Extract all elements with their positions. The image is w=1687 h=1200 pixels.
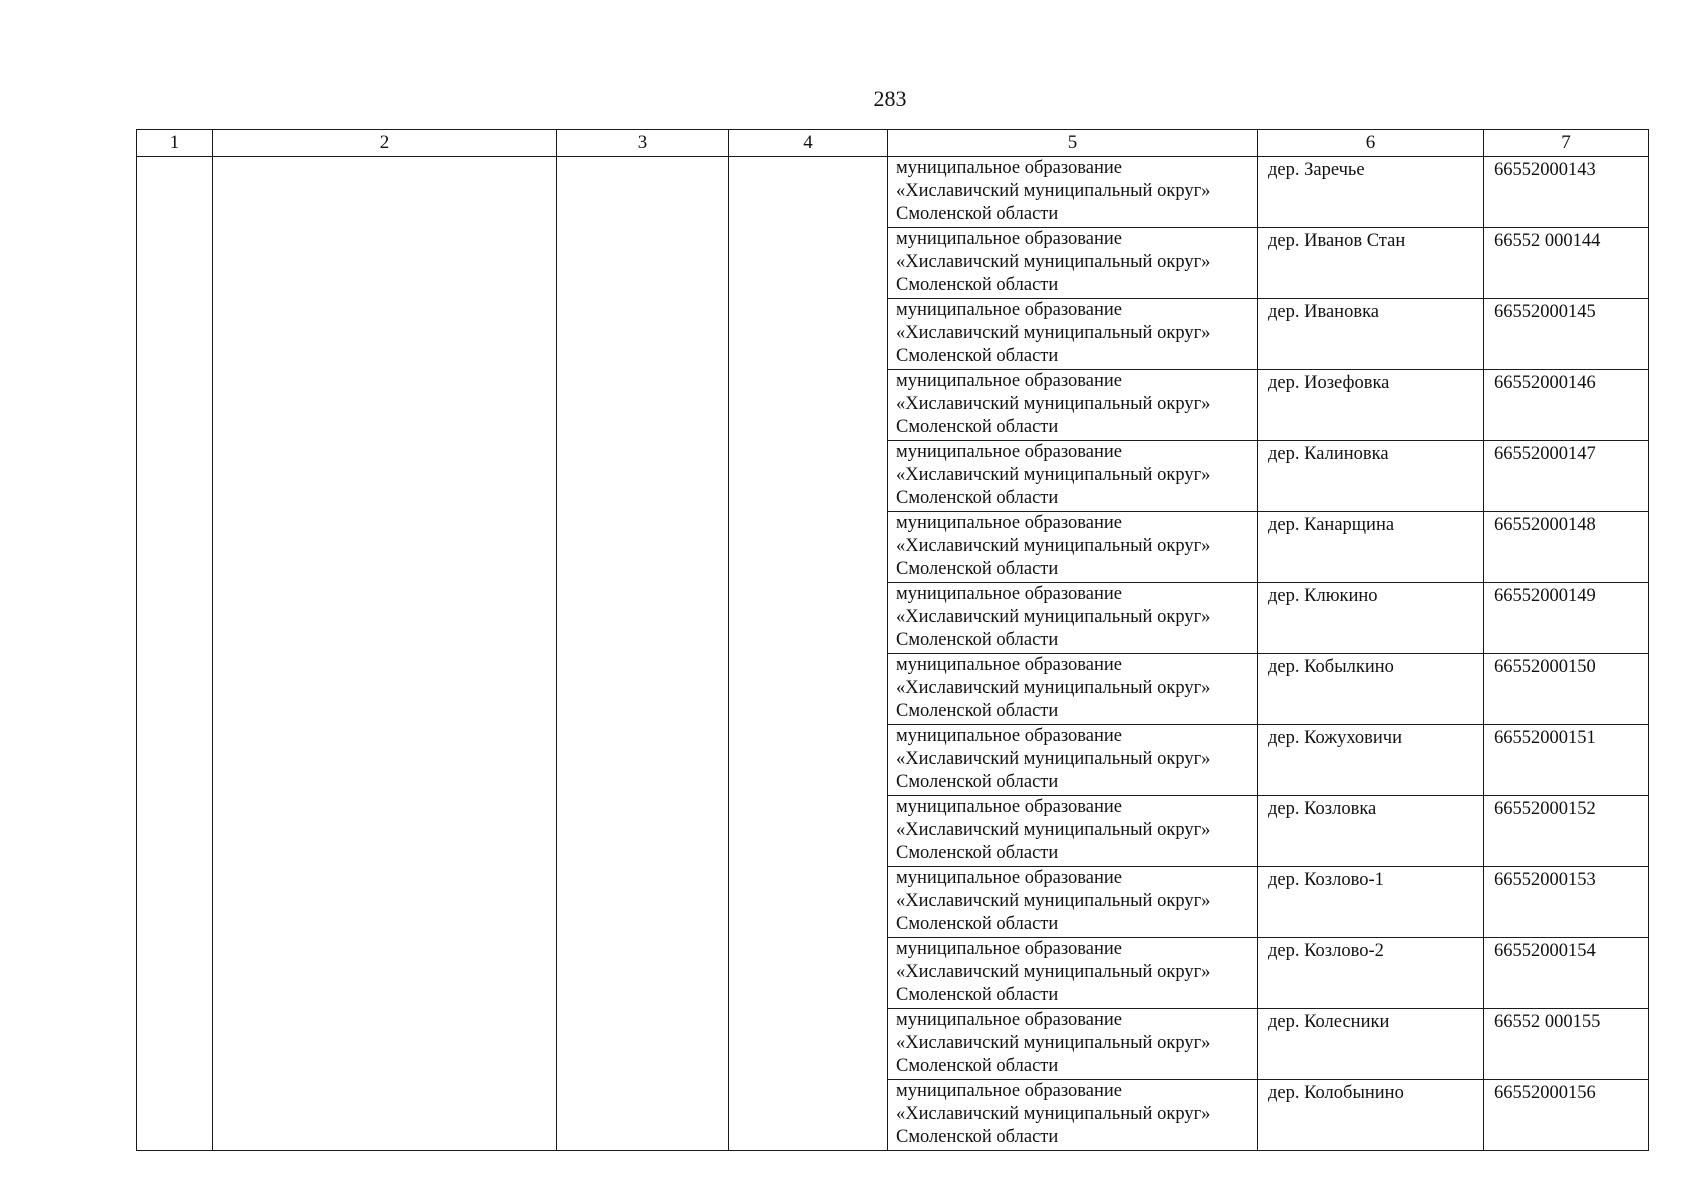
municipality-line-2: «Хиславичский муниципальный округ» — [896, 394, 1211, 414]
municipality-line-2: «Хиславичский муниципальный округ» — [896, 1033, 1211, 1053]
municipality-line-2: «Хиславичский муниципальный округ» — [896, 678, 1211, 698]
municipality-line-3: Смоленской области — [896, 701, 1059, 721]
municipality-line-1: муниципальное образование — [896, 513, 1123, 533]
column-header-5: 5 — [888, 130, 1258, 157]
municipality-line-3: Смоленской области — [896, 488, 1059, 508]
municipality-cell — [888, 512, 1258, 583]
municipality-line-3: Смоленской области — [896, 985, 1059, 1005]
municipality-line-2: «Хиславичский муниципальный округ» — [896, 252, 1211, 272]
municipality-cell — [888, 796, 1258, 867]
cell-col-2 — [213, 157, 557, 1151]
municipality-line-1: муниципальное образование — [896, 797, 1123, 817]
oktmo-code-cell: 66552000153 — [1484, 867, 1649, 938]
column-header-4: 4 — [729, 130, 888, 157]
locality-cell: дер. Заречье — [1258, 157, 1484, 228]
locality-cell: дер. Клюкино — [1258, 583, 1484, 654]
municipality-line-2: «Хиславичский муниципальный округ» — [896, 536, 1211, 556]
oktmo-code-cell: 66552000149 — [1484, 583, 1649, 654]
oktmo-code-cell: 66552000151 — [1484, 725, 1649, 796]
municipality-line-1: муниципальное образование — [896, 939, 1123, 959]
municipality-line-2: «Хиславичский муниципальный округ» — [896, 607, 1211, 627]
municipality-line-3: Смоленской области — [896, 204, 1059, 224]
municipality-line-1: муниципальное образование — [896, 371, 1123, 391]
municipality-line-3: Смоленской области — [896, 417, 1059, 437]
locality-cell: дер. Кобылкино — [1258, 654, 1484, 725]
locality-cell: дер. Иозефовка — [1258, 370, 1484, 441]
municipality-line-3: Смоленской области — [896, 843, 1059, 863]
oktmo-code-cell: 66552000147 — [1484, 441, 1649, 512]
oktmo-code-cell: 66552000143 — [1484, 157, 1649, 228]
municipality-line-2: «Хиславичский муниципальный округ» — [896, 962, 1211, 982]
oktmo-code-cell: 66552000152 — [1484, 796, 1649, 867]
municipality-line-3: Смоленской области — [896, 1056, 1059, 1076]
municipality-line-1: муниципальное образование — [896, 1081, 1123, 1101]
municipality-line-3: Смоленской области — [896, 630, 1059, 650]
column-header-2: 2 — [213, 130, 557, 157]
locality-cell: дер. Ивановка — [1258, 299, 1484, 370]
cell-col-3 — [557, 157, 729, 1151]
cell-col-1 — [137, 157, 213, 1151]
municipality-line-1: муниципальное образование — [896, 726, 1123, 746]
locality-cell: дер. Калиновка — [1258, 441, 1484, 512]
locality-cell: дер. Козловка — [1258, 796, 1484, 867]
oktmo-code-cell: 66552000156 — [1484, 1080, 1649, 1151]
locality-cell: дер. Канарщина — [1258, 512, 1484, 583]
municipality-line-1: муниципальное образование — [896, 229, 1123, 249]
locality-cell: дер. Колесники — [1258, 1009, 1484, 1080]
municipality-cell — [888, 583, 1258, 654]
municipality-line-2: «Хиславичский муниципальный округ» — [896, 749, 1211, 769]
municipality-line-1: муниципальное образование — [896, 158, 1123, 178]
municipality-line-3: Смоленской области — [896, 1127, 1059, 1147]
oktmo-code-cell: 66552000148 — [1484, 512, 1649, 583]
municipality-line-1: муниципальное образование — [896, 1010, 1123, 1030]
oktmo-code-cell: 66552000154 — [1484, 938, 1649, 1009]
column-header-3: 3 — [557, 130, 729, 157]
cell-col-4 — [729, 157, 888, 1151]
municipality-cell — [888, 299, 1258, 370]
municipality-line-1: муниципальное образование — [896, 442, 1123, 462]
table-body — [137, 157, 1649, 1151]
municipality-cell — [888, 441, 1258, 512]
municipality-line-3: Смоленской области — [896, 772, 1059, 792]
municipality-line-1: муниципальное образование — [896, 584, 1123, 604]
oktmo-code-cell: 66552000150 — [1484, 654, 1649, 725]
column-number-row — [137, 130, 1649, 157]
municipality-line-3: Смоленской области — [896, 914, 1059, 934]
municipality-line-3: Смоленской области — [896, 559, 1059, 579]
municipality-line-2: «Хиславичский муниципальный округ» — [896, 323, 1211, 343]
column-header-1: 1 — [137, 130, 213, 157]
municipality-cell — [888, 867, 1258, 938]
municipality-line-3: Смоленской области — [896, 346, 1059, 366]
municipality-cell — [888, 1080, 1258, 1151]
registry-table-container — [136, 129, 1648, 1151]
locality-cell: дер. Кожуховичи — [1258, 725, 1484, 796]
municipality-cell — [888, 157, 1258, 228]
locality-cell: дер. Козлово-1 — [1258, 867, 1484, 938]
registry-table — [136, 129, 1649, 1151]
column-header-6: 6 — [1258, 130, 1484, 157]
column-header-7: 7 — [1484, 130, 1649, 157]
oktmo-code-cell: 66552000146 — [1484, 370, 1649, 441]
municipality-cell — [888, 228, 1258, 299]
municipality-line-2: «Хиславичский муниципальный округ» — [896, 1104, 1211, 1124]
municipality-cell — [888, 725, 1258, 796]
oktmo-code-cell: 66552 000155 — [1484, 1009, 1649, 1080]
locality-cell: дер. Колобынино — [1258, 1080, 1484, 1151]
oktmo-code-cell: 66552000145 — [1484, 299, 1649, 370]
municipality-line-2: «Хиславичский муниципальный округ» — [896, 181, 1211, 201]
municipality-line-3: Смоленской области — [896, 275, 1059, 295]
municipality-line-2: «Хиславичский муниципальный округ» — [896, 465, 1211, 485]
municipality-line-1: муниципальное образование — [896, 868, 1123, 888]
page-number: 283 — [873, 86, 907, 111]
locality-cell: дер. Козлово-2 — [1258, 938, 1484, 1009]
municipality-line-1: муниципальное образование — [896, 655, 1123, 675]
table-row — [137, 157, 1649, 228]
locality-cell: дер. Иванов Стан — [1258, 228, 1484, 299]
municipality-line-2: «Хиславичский муниципальный округ» — [896, 891, 1211, 911]
table-header — [137, 130, 1649, 157]
municipality-cell — [888, 370, 1258, 441]
municipality-cell — [888, 654, 1258, 725]
municipality-cell — [888, 1009, 1258, 1080]
municipality-line-2: «Хиславичский муниципальный округ» — [896, 820, 1211, 840]
municipality-cell — [888, 938, 1258, 1009]
oktmo-code-cell: 66552 000144 — [1484, 228, 1649, 299]
municipality-line-1: муниципальное образование — [896, 300, 1123, 320]
